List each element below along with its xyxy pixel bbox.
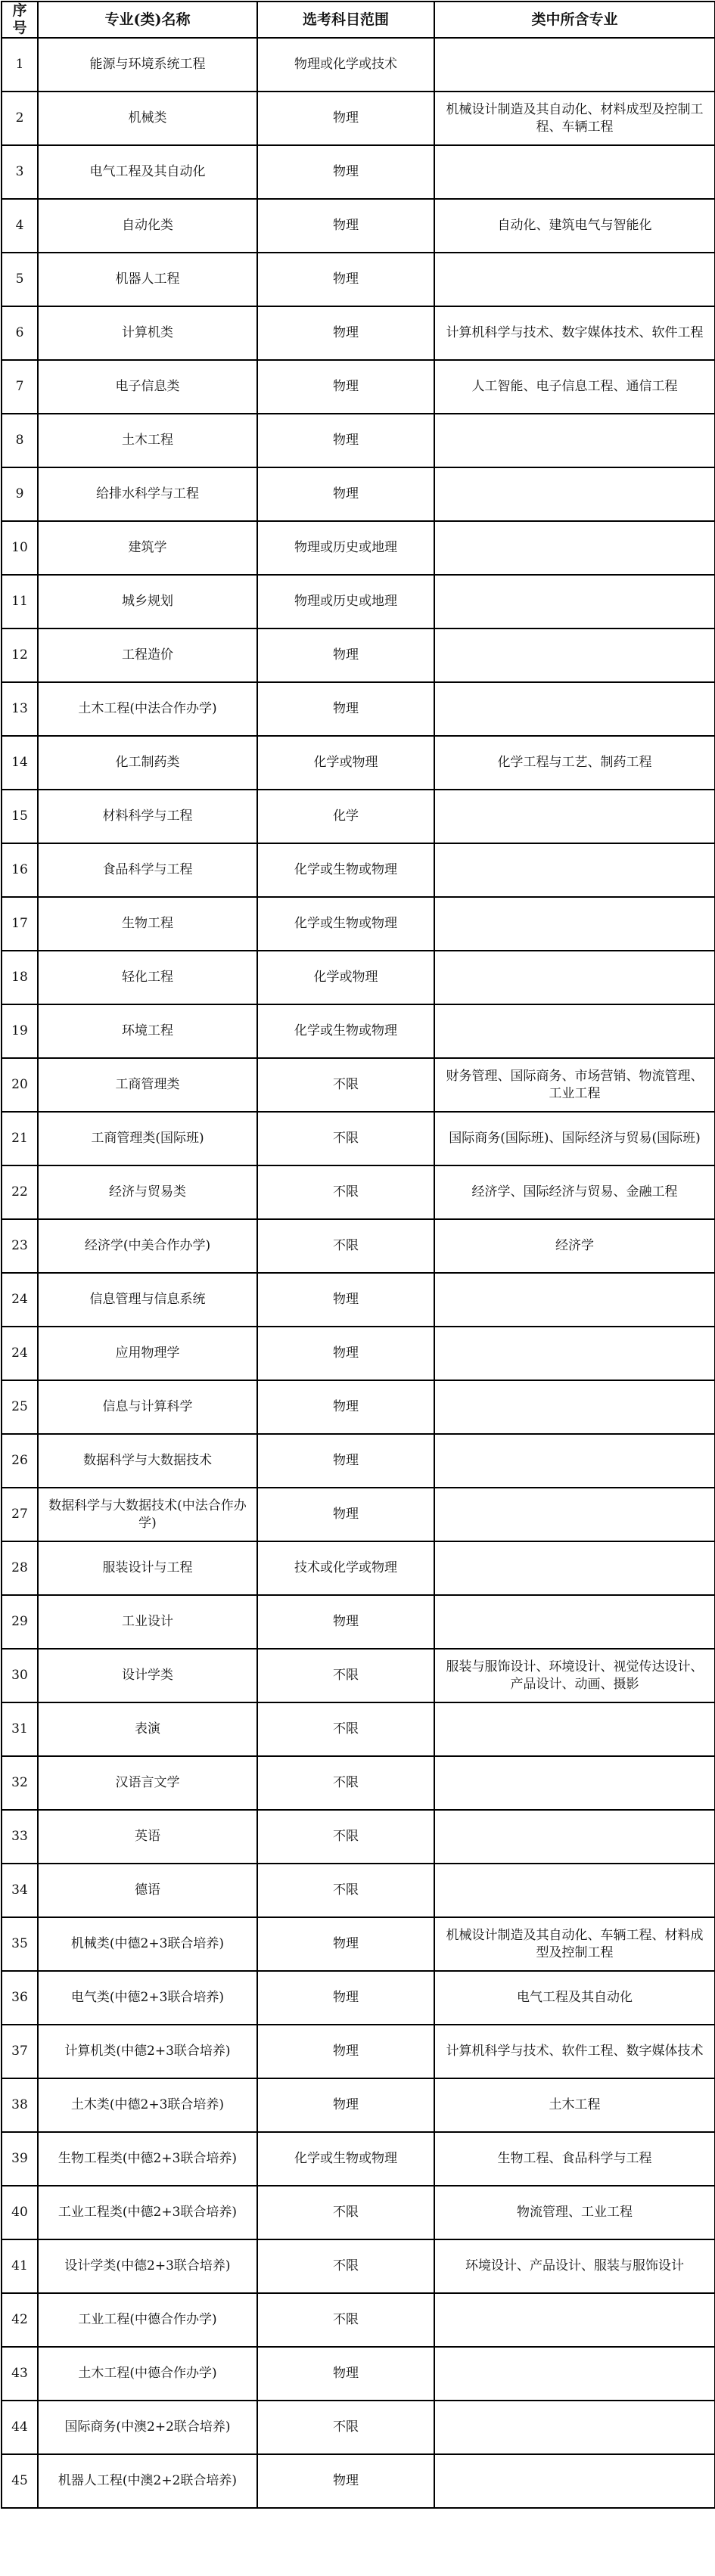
cell-no: 18 xyxy=(2,951,38,1004)
cell-subjects: 物理 xyxy=(257,253,434,306)
cell-includes xyxy=(434,467,715,521)
cell-major: 数据科学与大数据技术(中法合作办学) xyxy=(38,1488,257,1541)
cell-includes xyxy=(434,790,715,843)
cell-includes xyxy=(434,1273,715,1327)
cell-no: 36 xyxy=(2,1971,38,2025)
cell-major: 电子信息类 xyxy=(38,360,257,414)
table-row xyxy=(2,951,715,1004)
cell-no: 13 xyxy=(2,682,38,736)
cell-subjects: 不限 xyxy=(257,1756,434,1810)
cell-includes xyxy=(434,1488,715,1541)
cell-major: 设计学类(中德2+3联合培养) xyxy=(38,2239,257,2293)
cell-includes: 机械设计制造及其自动化、车辆工程、材料成型及控制工程 xyxy=(434,1917,715,1971)
cell-major: 工业设计 xyxy=(38,1595,257,1649)
cell-includes: 化学工程与工艺、制药工程 xyxy=(434,736,715,790)
table-row xyxy=(2,2347,715,2401)
cell-subjects: 不限 xyxy=(257,1112,434,1165)
table-row xyxy=(2,199,715,253)
cell-major: 生物工程 xyxy=(38,897,257,951)
table-row xyxy=(2,736,715,790)
cell-major: 机械类 xyxy=(38,92,257,145)
cell-no: 40 xyxy=(2,2186,38,2239)
cell-subjects: 不限 xyxy=(257,2401,434,2454)
cell-no: 17 xyxy=(2,897,38,951)
cell-subjects: 物理 xyxy=(257,628,434,682)
header-subjects: 选考科目范围 xyxy=(257,2,434,38)
cell-no: 24 xyxy=(2,1273,38,1327)
cell-no: 19 xyxy=(2,1004,38,1058)
cell-no: 22 xyxy=(2,1165,38,1219)
cell-subjects: 不限 xyxy=(257,2293,434,2347)
cell-subjects: 物理 xyxy=(257,1327,434,1380)
table-row xyxy=(2,92,715,145)
table-row xyxy=(2,414,715,467)
cell-includes: 财务管理、国际商务、市场营销、物流管理、工业工程 xyxy=(434,1058,715,1112)
cell-includes xyxy=(434,682,715,736)
cell-includes xyxy=(434,2454,715,2508)
cell-includes: 服装与服饰设计、环境设计、视觉传达设计、产品设计、动画、摄影 xyxy=(434,1649,715,1702)
cell-major: 信息与计算科学 xyxy=(38,1380,257,1434)
table-row xyxy=(2,1917,715,1971)
cell-major: 机器人工程(中澳2+2联合培养) xyxy=(38,2454,257,2508)
table-row xyxy=(2,521,715,575)
cell-major: 建筑学 xyxy=(38,521,257,575)
cell-subjects: 不限 xyxy=(257,2186,434,2239)
cell-major: 电气类(中德2+3联合培养) xyxy=(38,1971,257,2025)
table-row xyxy=(2,1273,715,1327)
cell-major: 土木工程(中德合作办学) xyxy=(38,2347,257,2401)
cell-major: 土木工程 xyxy=(38,414,257,467)
table-row xyxy=(2,360,715,414)
cell-no: 42 xyxy=(2,2293,38,2347)
cell-subjects: 物理 xyxy=(257,1488,434,1541)
table-row xyxy=(2,467,715,521)
cell-no: 32 xyxy=(2,1756,38,1810)
table-row xyxy=(2,2132,715,2186)
cell-includes xyxy=(434,575,715,628)
cell-no: 3 xyxy=(2,145,38,199)
cell-subjects: 不限 xyxy=(257,1864,434,1917)
table-row xyxy=(2,1112,715,1165)
cell-no: 45 xyxy=(2,2454,38,2508)
cell-no: 44 xyxy=(2,2401,38,2454)
cell-includes xyxy=(434,38,715,92)
cell-major: 生物工程类(中德2+3联合培养) xyxy=(38,2132,257,2186)
table-row xyxy=(2,1380,715,1434)
cell-subjects: 物理 xyxy=(257,1971,434,2025)
table-row xyxy=(2,2025,715,2078)
cell-no: 35 xyxy=(2,1917,38,1971)
table-row xyxy=(2,1756,715,1810)
table-row xyxy=(2,1541,715,1595)
cell-no: 23 xyxy=(2,1219,38,1273)
cell-includes xyxy=(434,1702,715,1756)
cell-no: 31 xyxy=(2,1702,38,1756)
table-row xyxy=(2,1971,715,2025)
table-row xyxy=(2,1434,715,1488)
cell-subjects: 物理 xyxy=(257,1434,434,1488)
cell-subjects: 物理 xyxy=(257,2078,434,2132)
cell-no: 30 xyxy=(2,1649,38,1702)
cell-subjects: 不限 xyxy=(257,1165,434,1219)
table-row xyxy=(2,1649,715,1702)
cell-includes xyxy=(434,628,715,682)
cell-subjects: 物理 xyxy=(257,1380,434,1434)
cell-includes xyxy=(434,1327,715,1380)
cell-subjects: 物理 xyxy=(257,2347,434,2401)
cell-no: 9 xyxy=(2,467,38,521)
table-row xyxy=(2,1058,715,1112)
cell-no: 20 xyxy=(2,1058,38,1112)
cell-no: 7 xyxy=(2,360,38,414)
table-row xyxy=(2,682,715,736)
table-row xyxy=(2,628,715,682)
cell-subjects: 化学或生物或物理 xyxy=(257,897,434,951)
cell-major: 汉语言文学 xyxy=(38,1756,257,1810)
cell-subjects: 不限 xyxy=(257,1702,434,1756)
cell-no: 8 xyxy=(2,414,38,467)
cell-no: 16 xyxy=(2,843,38,897)
cell-includes: 生物工程、食品科学与工程 xyxy=(434,2132,715,2186)
header-includes: 类中所含专业 xyxy=(434,2,715,38)
table-row xyxy=(2,2401,715,2454)
cell-subjects: 物理 xyxy=(257,682,434,736)
cell-major: 数据科学与大数据技术 xyxy=(38,1434,257,1488)
cell-no: 1 xyxy=(2,38,38,92)
cell-no: 34 xyxy=(2,1864,38,1917)
cell-subjects: 不限 xyxy=(257,1219,434,1273)
cell-major: 工商管理类(国际班) xyxy=(38,1112,257,1165)
cell-includes xyxy=(434,1380,715,1434)
table-row xyxy=(2,1327,715,1380)
table-row xyxy=(2,2078,715,2132)
cell-no: 21 xyxy=(2,1112,38,1165)
cell-subjects: 物理 xyxy=(257,1595,434,1649)
cell-includes: 环境设计、产品设计、服装与服饰设计 xyxy=(434,2239,715,2293)
cell-includes: 经济学 xyxy=(434,1219,715,1273)
cell-includes: 国际商务(国际班)、国际经济与贸易(国际班) xyxy=(434,1112,715,1165)
cell-major: 土木类(中德2+3联合培养) xyxy=(38,2078,257,2132)
cell-includes: 机械设计制造及其自动化、材料成型及控制工程、车辆工程 xyxy=(434,92,715,145)
cell-subjects: 物理 xyxy=(257,360,434,414)
cell-subjects: 物理或历史或地理 xyxy=(257,575,434,628)
cell-includes xyxy=(434,1434,715,1488)
cell-major: 工程造价 xyxy=(38,628,257,682)
table-row xyxy=(2,1810,715,1864)
table-row xyxy=(2,1165,715,1219)
cell-no: 39 xyxy=(2,2132,38,2186)
cell-includes xyxy=(434,2401,715,2454)
cell-includes xyxy=(434,897,715,951)
cell-subjects: 不限 xyxy=(257,1649,434,1702)
cell-subjects: 化学 xyxy=(257,790,434,843)
cell-major: 计算机类(中德2+3联合培养) xyxy=(38,2025,257,2078)
cell-includes xyxy=(434,145,715,199)
cell-subjects: 物理或化学或技术 xyxy=(257,38,434,92)
table-row xyxy=(2,843,715,897)
cell-major: 机械类(中德2+3联合培养) xyxy=(38,1917,257,1971)
cell-major: 给排水科学与工程 xyxy=(38,467,257,521)
cell-includes xyxy=(434,1541,715,1595)
cell-includes: 经济学、国际经济与贸易、金融工程 xyxy=(434,1165,715,1219)
cell-major: 信息管理与信息系统 xyxy=(38,1273,257,1327)
cell-subjects: 物理 xyxy=(257,467,434,521)
table-row xyxy=(2,1864,715,1917)
table-row xyxy=(2,2239,715,2293)
cell-no: 38 xyxy=(2,2078,38,2132)
cell-major: 能源与环境系统工程 xyxy=(38,38,257,92)
cell-no: 10 xyxy=(2,521,38,575)
cell-major: 德语 xyxy=(38,1864,257,1917)
table-row xyxy=(2,145,715,199)
table-row xyxy=(2,897,715,951)
cell-no: 33 xyxy=(2,1810,38,1864)
cell-no: 37 xyxy=(2,2025,38,2078)
cell-includes xyxy=(434,521,715,575)
cell-includes xyxy=(434,2347,715,2401)
cell-subjects: 物理 xyxy=(257,92,434,145)
cell-subjects: 不限 xyxy=(257,1058,434,1112)
cell-major: 土木工程(中法合作办学) xyxy=(38,682,257,736)
header-no: 序号 xyxy=(2,2,38,38)
cell-no: 12 xyxy=(2,628,38,682)
cell-includes: 计算机科学与技术、软件工程、数字媒体技术 xyxy=(434,2025,715,2078)
table-row xyxy=(2,253,715,306)
cell-major: 应用物理学 xyxy=(38,1327,257,1380)
table-row xyxy=(2,790,715,843)
table-row xyxy=(2,1702,715,1756)
cell-no: 29 xyxy=(2,1595,38,1649)
cell-major: 设计学类 xyxy=(38,1649,257,1702)
cell-major: 城乡规划 xyxy=(38,575,257,628)
cell-no: 41 xyxy=(2,2239,38,2293)
cell-includes xyxy=(434,1595,715,1649)
cell-subjects: 物理 xyxy=(257,145,434,199)
cell-includes xyxy=(434,1756,715,1810)
cell-includes: 人工智能、电子信息工程、通信工程 xyxy=(434,360,715,414)
cell-subjects: 化学或生物或物理 xyxy=(257,843,434,897)
cell-subjects: 物理 xyxy=(257,2025,434,2078)
cell-includes: 自动化、建筑电气与智能化 xyxy=(434,199,715,253)
cell-no: 4 xyxy=(2,199,38,253)
cell-major: 服装设计与工程 xyxy=(38,1541,257,1595)
cell-includes xyxy=(434,253,715,306)
cell-no: 15 xyxy=(2,790,38,843)
cell-includes: 计算机科学与技术、数字媒体技术、软件工程 xyxy=(434,306,715,360)
cell-subjects: 不限 xyxy=(257,1810,434,1864)
header-major: 专业(类)名称 xyxy=(38,2,257,38)
cell-major: 经济学(中美合作办学) xyxy=(38,1219,257,1273)
cell-no: 24 xyxy=(2,1327,38,1380)
cell-subjects: 技术或化学或物理 xyxy=(257,1541,434,1595)
cell-subjects: 化学或生物或物理 xyxy=(257,1004,434,1058)
cell-no: 14 xyxy=(2,736,38,790)
cell-no: 2 xyxy=(2,92,38,145)
cell-includes xyxy=(434,1810,715,1864)
cell-subjects: 化学或物理 xyxy=(257,951,434,1004)
table-row xyxy=(2,2186,715,2239)
cell-no: 6 xyxy=(2,306,38,360)
cell-subjects: 物理 xyxy=(257,414,434,467)
header-row xyxy=(2,2,715,38)
cell-includes xyxy=(434,2293,715,2347)
table-row xyxy=(2,1004,715,1058)
table-row xyxy=(2,575,715,628)
cell-major: 工商管理类 xyxy=(38,1058,257,1112)
table-row xyxy=(2,306,715,360)
cell-no: 43 xyxy=(2,2347,38,2401)
cell-major: 工业工程类(中德2+3联合培养) xyxy=(38,2186,257,2239)
cell-no: 11 xyxy=(2,575,38,628)
cell-major: 自动化类 xyxy=(38,199,257,253)
cell-major: 食品科学与工程 xyxy=(38,843,257,897)
cell-major: 英语 xyxy=(38,1810,257,1864)
cell-major: 材料科学与工程 xyxy=(38,790,257,843)
table-row xyxy=(2,1595,715,1649)
table-row xyxy=(2,38,715,92)
cell-includes xyxy=(434,951,715,1004)
table-row xyxy=(2,2454,715,2508)
table-row xyxy=(2,1219,715,1273)
cell-includes xyxy=(434,1864,715,1917)
table-body xyxy=(2,38,715,2508)
cell-major: 表演 xyxy=(38,1702,257,1756)
cell-subjects: 化学或生物或物理 xyxy=(257,2132,434,2186)
cell-includes: 电气工程及其自动化 xyxy=(434,1971,715,2025)
cell-subjects: 物理 xyxy=(257,199,434,253)
cell-subjects: 物理或历史或地理 xyxy=(257,521,434,575)
cell-major: 经济与贸易类 xyxy=(38,1165,257,1219)
cell-no: 28 xyxy=(2,1541,38,1595)
cell-no: 5 xyxy=(2,253,38,306)
cell-major: 环境工程 xyxy=(38,1004,257,1058)
table-header xyxy=(2,2,715,38)
cell-subjects: 物理 xyxy=(257,1273,434,1327)
cell-subjects: 不限 xyxy=(257,2239,434,2293)
cell-major: 计算机类 xyxy=(38,306,257,360)
cell-major: 工业工程(中德合作办学) xyxy=(38,2293,257,2347)
cell-no: 26 xyxy=(2,1434,38,1488)
cell-includes: 物流管理、工业工程 xyxy=(434,2186,715,2239)
cell-major: 国际商务(中澳2+2联合培养) xyxy=(38,2401,257,2454)
table-row xyxy=(2,1488,715,1541)
cell-includes: 土木工程 xyxy=(434,2078,715,2132)
cell-major: 轻化工程 xyxy=(38,951,257,1004)
table-row xyxy=(2,2293,715,2347)
cell-no: 27 xyxy=(2,1488,38,1541)
cell-subjects: 物理 xyxy=(257,306,434,360)
cell-major: 电气工程及其自动化 xyxy=(38,145,257,199)
cell-subjects: 物理 xyxy=(257,2454,434,2508)
cell-includes xyxy=(434,843,715,897)
cell-subjects: 物理 xyxy=(257,1917,434,1971)
cell-no: 25 xyxy=(2,1380,38,1434)
cell-includes xyxy=(434,414,715,467)
cell-major: 化工制药类 xyxy=(38,736,257,790)
cell-major: 机器人工程 xyxy=(38,253,257,306)
majors-table xyxy=(1,1,715,2509)
cell-includes xyxy=(434,1004,715,1058)
cell-subjects: 化学或物理 xyxy=(257,736,434,790)
